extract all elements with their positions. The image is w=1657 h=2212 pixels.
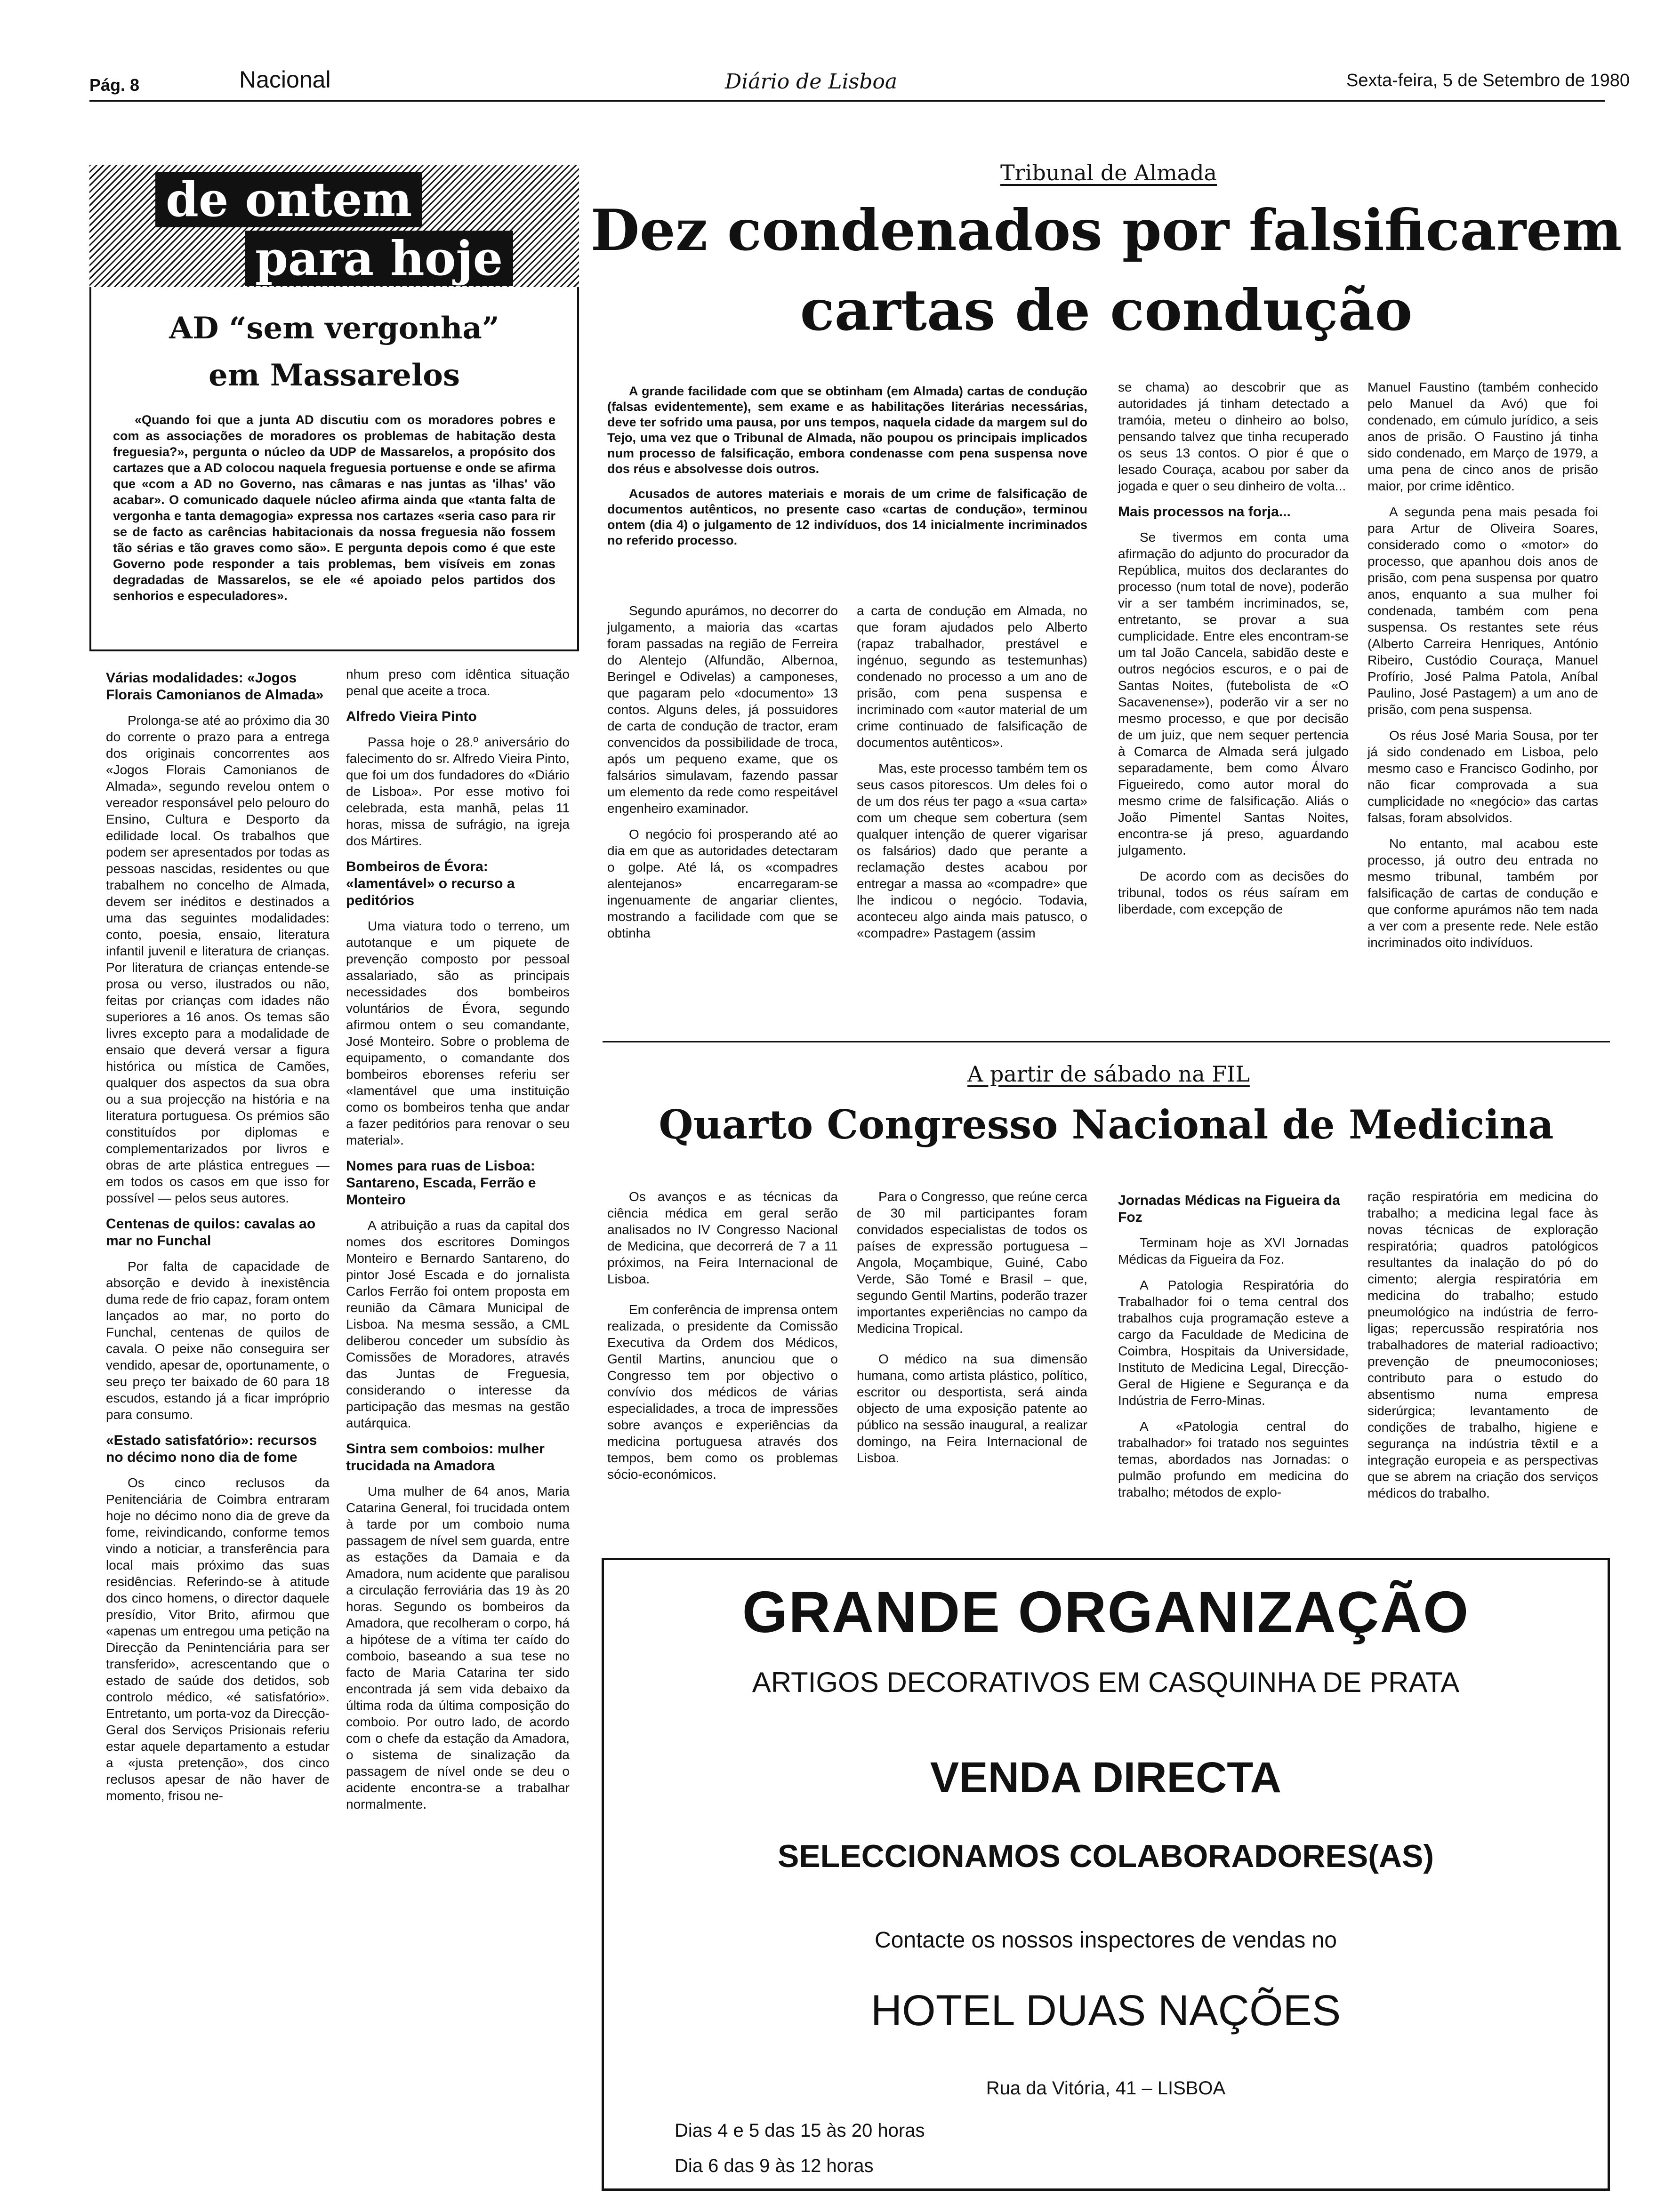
section-name: Nacional — [239, 66, 331, 93]
box-left-border — [89, 287, 91, 649]
medicina-kicker: A partir de sábado na FIL — [967, 1061, 1250, 1087]
almada-column-4: Manuel Faustino (também conhecido pelo Manuel da Avó) que foi condenado, em cúmulo jurídico, a seis anos de prisão. O Faustino já tinha sido condenado, em Março de 1979, a uma pena de cinco anos de prisão maior, por crime idêntico. A segunda pena mais pesada foi para Artur de Oliveira Soares, considerado como o «motor» do processo, que apanhou dois anos de prisão, com pena suspensa por quatro anos, enquanto a sua mulher foi condenada, também com pena suspensa. Os restantes sete réus (Alberto Carreira Henriques, António Ribeiro, Custódio Couraça, Manuel Profírio, José Palma Patola, Aníbal Paulino, José Pastagem) a um ano de prisão, com pena suspensa. Os réus José Maria Sousa, por ter já sido condenado em Lisboa, pelo mesmo caso e Francisco Godinho, por não ficar comprovada a sua cumplicidade no «negócio» das cartas falsas, foram absolvidos. No entanto, mal acabou este processo, já outro deu entrada no mesmo tribunal, também por falsificação de cartas de condução e que conforme apurámos não tem nada a ver com a presente rede. Nele estão incriminados oito indivíduos. — [1367, 380, 1598, 950]
almada-lead: A grande facilidade com que se obtinham (em Almada) cartas de condução (falsas evidentemente), sem exame e as habilitações literárias necessárias, deve ter sofrido uma pausa, por uns tempos, naquela cidade da margem sul do Tejo, uma vez que o Tribunal de Almada, não poupou os principais implicados num processo de falsificação, embora condenasse com pena suspensa nove dos réus e absolvesse dois outros. Acusados de autores materiais e morais de um crime de falsificação de documentos autênticos, no presente caso «cartas de condução», terminou ontem (dia 4) o julgamento de 12 indivíduos, dos 14 inicialmente incriminados no referido processo. — [607, 384, 1087, 547]
left-column-2 — [346, 666, 570, 1822]
masthead: Diário de Lisboa — [725, 70, 898, 94]
brief-cavalas: Por falta de capacidade de absorção e devido à inexistência duma rede de frio capaz, foram ontem lançados ao mar, no porto do Funchal, centenas de quilos de cavala. O peixe não conseguira ser vendido, apesar de, oportunamente, o seu preço ter baixado de 60 para 18 escudos, estando já a ficar impróprio para consumo. — [106, 1259, 330, 1422]
left-column-1 — [106, 666, 330, 1813]
column-banner-line1: de ontem — [155, 172, 422, 227]
ad-product-line: ARTIGOS DECORATIVOS EM CASQUINHA DE PRATA — [752, 1667, 1460, 1698]
brief-ruas: A atribuição a ruas da capital dos nomes dos escritores Domingos Monteiro e Bernardo Santareno, do pintor José Escada e do jornalista Carlos Ferrão foi ontem proposta em reunião da Câmara Municipal de Lisboa. Na mesma sessão, a CML deliberou conceder um subsídio às Comissões de Moradores, através das Juntas de Freguesia, considerando o interesse da participação das mesmas na gestão autárquica. — [346, 1218, 570, 1430]
box-right-border — [577, 287, 579, 649]
brief-heading-sintra: Sintra sem comboios: mulher trucidada na Amadora — [346, 1441, 545, 1474]
ad-schedule-days-4-5: Dias 4 e 5 das 15 às 20 horas — [675, 2120, 925, 2141]
medicina-column-2: Para o Congresso, que reúne cerca de 30 mil participantes foram convidados especialistas de todos os países de expressão portuguesa – Angola, Moçambique, Guiné, Cabo Verde, São Tomé e Brasil – que, segundo Gentil Martins, poderão trazer importantes experiências no campo da Medicina Tropical. O médico na sua dimensão humana, como artista plástico, político, escritor ou desportista, será ainda objecto de uma exposição patente ao público na sessão inaugural, a realizar domingo, na Feira Internacional de Lisboa. — [857, 1189, 1087, 1465]
ad-headline: GRANDE ORGANIZAÇÃO — [742, 1580, 1470, 1645]
page-number: Pág. 8 — [89, 75, 140, 95]
almada-column-3: se chama) ao descobrir que as autoridades já tinham detectado a tramóia, meteu o dinheiro ao bolso, pensando talvez que tinha recuperado os seus 13 contos. O pior é que o lesado Couraça, acabou por saber da jogada e quer o seu dinheiro de volta... Mais processos na forja... Se tivermos em conta uma afirmação do adjunto do procurador da República, muitos dos declarantes do processo (num total de nove), poderão vir a ser também incriminados, se, entretanto, se provar a sua cumplicidade. Entre eles encontram-se um tal João Cancela, sabidão deste e outros negócios escuros, e o pai de Santas Noites, (futebolista de «O Sacavenense»), poderão vir a ser no mesmo processo, e que por decisão de um juiz, que nem sequer pertencia à Comarca de Almada será julgado separadamente, bem como Álvaro Figueiredo, como autor moral do mesmo crime de falsificação. Aliás o João Pimentel Santas Noites, encontra-se já preso, aguardando julgamento. De acordo com as decisões do tribunal, todos os réus saíram em liberdade, com excepção de — [1118, 380, 1349, 916]
almada-title-line1: Dez condenados por falsificarem — [590, 197, 1622, 264]
almada-column-1: Segundo apurámos, no decorrer do julgamento, a maioria das «cartas foram passadas na região de Ferreira do Alentejo (Alfundão, Albernoa, Beringel e Odivelas) a camponeses, que pagaram pelo «documento» 13 contos. Alguns deles, já possuidores de carta de condução de tractor, eram convencidos da possibilidade de troca, após um pequeno exame, que os falsários simulavam, fazendo passar um elemento da rede como respeitável engenheiro examinador. O negócio foi prosperando até ao dia em que as autoridades detectaram o golpe. Até lá, os «compadres alentejanos» encarregaram-se ingenuamente de angariar clientes, mostrando a facilidade com que se obtinha — [607, 603, 838, 940]
almada-column-2: a carta de condução em Almada, no que foram ajudados pelo Alberto (rapaz trabalhador, prestável e ingénuo, segundo as testemunhas) condenado no processo a um ano de prisão, com pena suspensa e incriminado com «autor material de um crime continuado de falsificação de documentos autênticos». Mas, este processo também tem os seus casos pitorescos. Um deles foi o de um dos réus ter pago a «sua carta» com um cheque sem cobertura (sem qualquer intenção de querer vigarisar os falsários) dado que perante a reclamação destes acabou por entregar a massa ao «compadre» que lhe indicou o negócio. Todavia, aconteceu algo ainda mais patusco, o «compadre» Pastagem (assim — [857, 603, 1087, 940]
brief-vieira-pinto: Passa hoje o 28.º aniversário do falecimento do sr. Alfredo Vieira Pinto, que foi um dos fundadores do «Diário de Lisboa». Por esse motivo foi celebrada, esta manhã, pelas 11 horas, missa de sufrágio, na igreja dos Mártires. — [346, 735, 570, 848]
issue-date: Sexta-feira, 5 de Setembro de 1980 — [1346, 71, 1630, 90]
ad-schedule-day-6: Dia 6 das 9 às 12 horas — [675, 2156, 874, 2176]
medicina-subheading: Jornadas Médicas na Figueira da Foz — [1118, 1193, 1340, 1225]
ad-recruiting: SELECCIONAMOS COLABORADORES(AS) — [777, 1838, 1434, 1874]
brief-heading-jogos-florais: Várias modalidades: «Jogos Florais Camonianos de Almada» — [106, 670, 324, 703]
ad-address: Rua da Vitória, 41 – LISBOA — [986, 2078, 1226, 2099]
box-lead: «Quando foi que a junta AD discutiu com os moradores pobres e com as associações de moradores os problemas de habitação desta freguesia?», pergunta o núcleo da UDP de Massarelos, a propósito dos cartazes que a AD colocou naquela freguesia portuense e onde se afirma que «com a AD no Governo, nas câmaras e nas juntas as 'ilhas' vão acabar». O comunicado daquele núcleo afirma ainda que «tanta falta de vergonha e tanta demagogia» expressa nos cartazes «seria caso para rir se de facto as carências habitacionais da nossa freguesia não fossem tão sérias e tão graves como são». E pergunta depois como é que este Governo pode responder a tais problemas, bem visíveis em zonas degradadas de Massarelos, se ele «é apoiado pelos partidos dos senhorios e especuladores». — [113, 413, 555, 603]
brief-heading-bombeiros: Bombeiros de Évora: «lamentável» o recurso a peditórios — [346, 859, 515, 908]
medicina-title: Quarto Congresso Nacional de Medicina — [659, 1101, 1554, 1148]
brief-sintra: Uma mulher de 64 anos, Maria Catarina General, foi trucidada ontem à tarde por um comboio numa passagem de nível sem guarda, entre as estações da Damaia e da Amadora, num acidente que paralisou a circulação ferroviária das 19 às 20 horas. Segundo os bombeiros da Amadora, que recolheram o corpo, há a hipótese de a vítima ter caído do comboio, baseando a sua tese no facto de Maria Catarina ter sido encontrada já sem vida debaixo da última roda da última composição do comboio. Por outro lado, de acordo com o chefe da estação da Amadora, o sistema de sinalização da passagem de nível onde se deu o acidente encontra-se a trabalhar normalmente. — [346, 1484, 570, 1811]
brief-reclusos: Os cinco reclusos da Penitenciária de Coimbra entraram hoje no décimo nono dia de greve da fome, reivindicando, conforme temos vindo a noticiar, a transferência para local mais próximo das suas residências. Referindo-se à atitude dos cinco homens, o director daquele presídio, Vitor Brito, afirmou que «apenas um entregou uma petição na Direcção da Penintenciária para ser transferido», acrescentando que o estado de saúde dos detidos, sob controlo médico, «é satisfatório». Entretanto, um porta-voz da Direcção-Geral dos Serviços Prisionais referiu estar aquele departamento a estudar a «justa pretenção», dos cinco reclusos apesar de não haver de momento, frisou ne- — [106, 1475, 330, 1803]
column-banner-line2: para hoje — [245, 231, 513, 286]
box-bottom-rule — [89, 649, 579, 651]
brief-heading-ruas: Nomes para ruas de Lisboa: Santareno, Escada, Ferrão e Monteiro — [346, 1158, 536, 1208]
almada-bottom-rule — [603, 1041, 1610, 1042]
brief-bombeiros: Uma viatura todo o terreno, um autotanque e um piquete de prevenção composto por pessoal assalariado, são as principais necessidades dos bombeiros voluntários de Évora, segundo afirmou ontem o seu comandante, José Monteiro. Sobre o problema de equipamento, o comandante dos bombeiros eborenses referiu ser «lamentável que uma instituição como os bombeiros tenha que andar a fazer peditórios para renovar o seu material». — [346, 919, 570, 1147]
medicina-column-1: Os avanços e as técnicas da ciência médica em geral serão analisados no IV Congresso Nacional de Medicina, que decorrerá de 7 a 11 próximos, na Feira Internacional de Lisboa. Em conferência de imprensa ontem realizada, o presidente da Comissão Executiva da Ordem dos Médicos, Gentil Martins, anunciou que o Congresso tem por objectivo o convívio dos médicos de várias especialidades, a troca de impressões sobre avanços e experiências da medicina portuguesa através dos tempos, bem como os problemas sócio-económicos. — [607, 1189, 838, 1482]
almada-kicker: Tribunal de Almada — [1000, 160, 1217, 185]
medicina-column-3: Jornadas Médicas na Figueira da Foz Terminam hoje as XVI Jornadas Médicas da Figueira da Foz. A Patologia Respiratória do Trabalhador foi o tema central dos trabalhos cuja programação esteve a cargo da Faculdade de Medicina de Coimbra, Hospitais da Universidade, Instituto de Medicina Legal, Direcção-Geral de Higiene e Segurança e da Indústria de Ferro-Minas. A «Patologia central do trabalhador» foi tratado nos seguintes temas, abordados nas Jornadas: o pulmão profundo em medicina do trabalho; métodos de explo- — [1118, 1193, 1349, 1499]
box-title-line1: AD “sem vergonha” — [169, 311, 499, 346]
box-title-line2: em Massarelos — [208, 358, 460, 393]
brief-heading-cavalas: Centenas de quilos: cavalas ao mar no Funchal — [106, 1216, 316, 1249]
advertisement-box — [602, 1558, 1610, 2191]
header-rule — [89, 100, 1605, 102]
medicina-column-4: ração respiratória em medicina do trabalho; a medicina legal face às novas técnicas de exploração respiratória; quadros patológicos resultantes da inalação do pó do cimento; alergia respiratória em medicina do trabalho; estudo pneumológico na indústria de ferro-ligas; repercussão respiratória nos trabalhadores de material radioactivo; prevenção de pneumoconioses; contributo para o estudo do absentismo numa empresa siderúrgica; levantamento de condições de trabalho, higiene e segurança na indústria têxtil e a integração europeia e as perspectivas que se abrem na criação dos serviços médicos do trabalho. — [1367, 1189, 1598, 1500]
ad-contact-line: Contacte os nossos inspectores de vendas no — [875, 1928, 1337, 1953]
brief-reclusos-continued: nhum preso com idêntica situação penal que aceite a troca. — [346, 667, 570, 698]
brief-jogos-florais: Prolonga-se até ao próximo dia 30 do corrente o prazo para a entrega dos originais concorrentes aos «Jogos Florais Camonianos de Almada», segundo revelou ontem o vereador responsável pelo pelouro do Ensino, Cultura e Desporto da edilidade local. Os trabalhos que podem ser apresentados por todas as pessoas nascidas, residentes ou que trabalhem no concelho de Almada, devem ser inéditos e destinados a uma das seguintes modalidades: conto, poesia, ensaio, literatura infantil juvenil e literatura de crianças. Por literatura de crianças entende-se prosa ou verso, ilustrados ou não, feitas por crianças com idades não superiores a 16 anos. Os temas são livres excepto para a modalidade de ensaio que deverá versar a figura histórica ou mística de Camões, qualquer dos aspectos da sua obra ou a sua projecção na história e na literatura portuguesa. Os prémios são constituídos por diplomas e complementarizados por livros e obras de arte plástica entregues — em todos os casos em que isso for possível — pelos seus autores. — [106, 713, 330, 1205]
almada-subheading: Mais processos na forja... — [1118, 504, 1291, 520]
almada-title-line2: cartas de condução — [800, 277, 1413, 344]
brief-heading-reclusos: «Estado satisfatório»: recursos no décimo nono dia de fome — [106, 1433, 317, 1465]
ad-direct-sales: VENDA DIRECTA — [930, 1754, 1282, 1802]
brief-heading-vieira-pinto: Alfredo Vieira Pinto — [346, 709, 477, 724]
ad-hotel-name: HOTEL DUAS NAÇÕES — [870, 1987, 1341, 2035]
